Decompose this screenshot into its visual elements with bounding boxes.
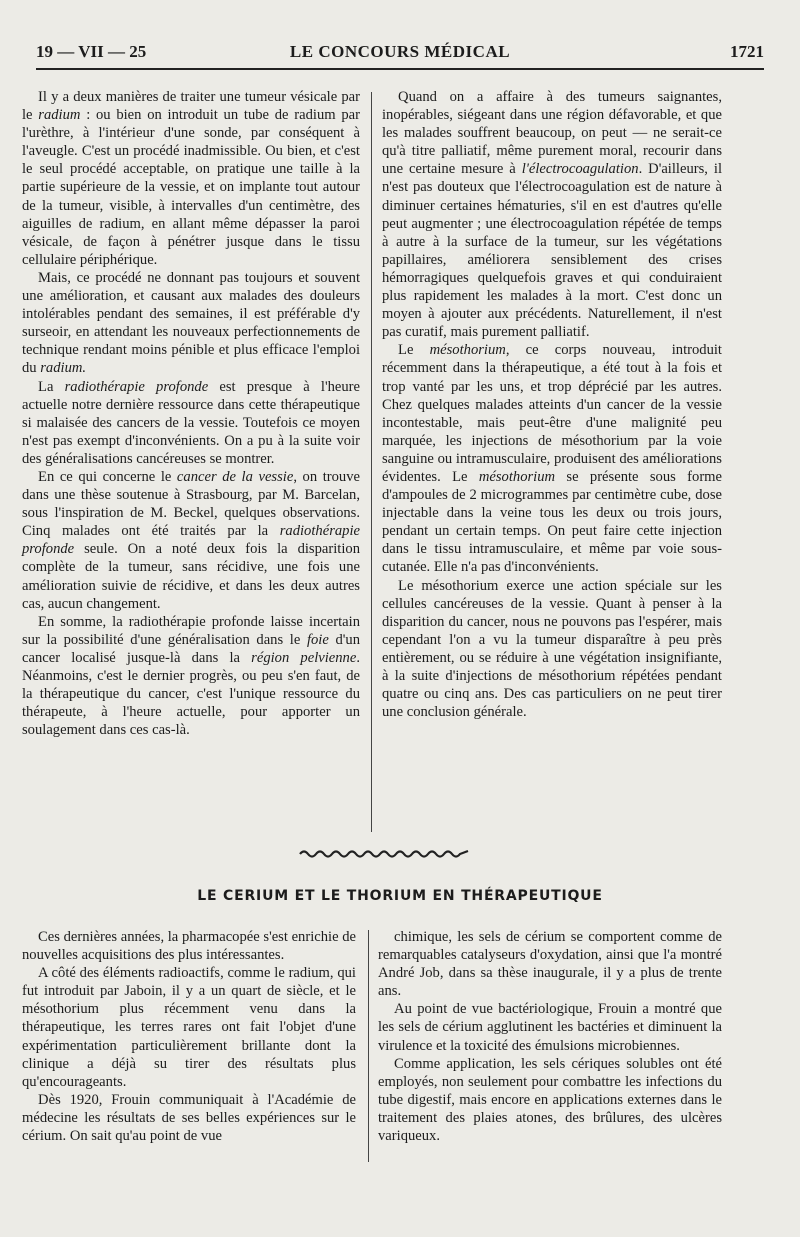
paragraph: La radiothérapie profonde est presque à l'heure actuelle notre dernière ressource dans cette thérapeutique si malaisée des cancers de la vessie. Toutefois ce moyen n'est pas exempt d'inconvénients. On a pu à la suite voir des généralisations cancéreuses se montrer. bbox=[22, 378, 360, 467]
paragraph: En somme, la radiothérapie profonde laisse incertain sur la possibilité d'une généralisation dans le foie d'un cancer localisé jusque-là dans la région pelvienne. Néanmoins, c'est le dernier progrès, ou peu s'en faut, de la thérapeutique du cancer, c'est l'unique ressource du thérapeute, à l'heure actuelle, pour apporter un soulagement dans ces cas-là. bbox=[22, 613, 360, 739]
paragraph: Il y a deux manières de traiter une tumeur vésicale par le radium : ou bien on introduit un tube de radium par l'urèthre, à l'intérieur d'une sonde, par conséquent à l'aveugle. C'est un procédé inadmissible. Ou bien, et c'est le seul procédé acceptable, on pratique une taille à la partie supérieure de la vessie, et on implante tout autour de la tumeur, visible, à intervalles d'un centimètre, des aiguilles de radium, en allant même dépasser la paroi vésicale, de façon à pénétrer jusque dans le tissu cellulaire périphérique. bbox=[22, 89, 360, 268]
paragraph: Comme application, les sels cériques solubles ont été employés, non seulement pour combattre les infections du tube digestif, mais encore en applications externes dans le traitement des plaies atones, des brûlures, des ulcères variqueux. bbox=[378, 1055, 722, 1145]
page-number: 1721 bbox=[730, 42, 764, 61]
paragraph: En ce qui concerne le cancer de la vessie, on trouve dans une thèse soutenue à Strasbourg, par M. Barcelan, sous l'inspiration de M. Beckel, quelques observations. Cinq malades ont été traités par la radiothérapie profonde seule. On a noté deux fois la disparition complète de la tumeur, sans récidive, une fois une amélioration suivie de récidive, et dans les deux autres cas, aucun changement. bbox=[22, 468, 360, 612]
issue-date: 19 — VII — 25 bbox=[36, 42, 147, 61]
ornament-divider bbox=[298, 848, 470, 858]
article-left-column bbox=[22, 88, 360, 739]
column-divider bbox=[368, 930, 369, 1162]
paragraph: Le mésothorium, ce corps nouveau, introduit récemment dans la thérapeutique, a été tout à la fois et trop vanté par les uns, et trop déprécié par les autres. Chez quelques malades atteints d'un cancer de la vessie incontestable, mais peut-être d'une malignité peu marquée, les injections de mésothorium par la voie sanguine ou intramusculaire, produisent des améliorations évidentes. Le mésothorium se présente sous forme d'ampoules de 2 microgrammes par centimètre cube, dose injectable dans la veine tous les deux ou trois jours, pendant un certain temps. On peut faire cette injection dans le tissu intramusculaire, et même par voie sous-cutanée. Elle n'a pas d'inconvénients. bbox=[382, 342, 723, 576]
article-right-column bbox=[382, 88, 722, 721]
paragraph: Ces dernières années, la pharmacopée s'est enrichie de nouvelles acquisitions des plus intéressantes. bbox=[22, 929, 356, 964]
page-header bbox=[36, 42, 764, 70]
section-title: LE CERIUM ET LE THORIUM EN THÉRAPEUTIQUE bbox=[197, 888, 603, 904]
paragraph: Mais, ce procédé ne donnant pas toujours et souvent une amélioration, et causant aux malades des douleurs intolérables pendant des semaines, il est préférable d'y surseoir, en attendant les nouveaux perfectionnements de technique rendant moins pénible et plus efficace l'emploi du radium. bbox=[22, 269, 360, 377]
journal-title: LE CONCOURS MÉDICAL bbox=[289, 42, 511, 61]
paragraph: Au point de vue bactériologique, Frouin a montré que les sels de cérium agglutinent les bactéries et diminuent la virulence et la toxicité des émulsions microbiennes. bbox=[378, 1001, 722, 1054]
section2-right-column bbox=[378, 928, 722, 1145]
paragraph: Dès 1920, Frouin communiquait à l'Académie de médecine les résultats de ses belles expériences sur le cérium. On sait qu'au point de vue bbox=[22, 1091, 356, 1145]
paragraph: A côté des éléments radioactifs, comme le radium, qui fut introduit par Jaboin, il y a un quart de siècle, et le mésothorium plus récemment venu dans la thérapeutique, les terres rares ont fait l'objet d'une expérimentation particulièrement brillante dont la clinique a déjà su tirer des résultats plus qu'encourageants. bbox=[22, 965, 356, 1090]
section2-left-column bbox=[22, 928, 356, 1145]
paragraph: Le mésothorium exerce une action spéciale sur les cellules cancéreuses de la vessie. Quant à penser à la disparition du cancer, nous ne pouvons pas l'espérer, mais cependant l'on a vu la tumeur disparaître à peu près entièrement, ou se réduire à une végétation insignifiante, à la suite d'injections de mésothorium répétées pendant quatre ou cinq ans. Des cas particuliers on ne peut tirer une conclusion générale. bbox=[382, 577, 722, 721]
paragraph: Quand on a affaire à des tumeurs saignantes, inopérables, siégeant dans une région défavorable, et que les malades souffrent beaucoup, on peut — ne serait-ce qu'à titre palliatif, même purement moral, recourir dans une certaine mesure à l'électrocoagulation. D'ailleurs, il n'est pas douteux que l'électrocoagulation est de nature à diminuer certaines hématuries, s'il en est d'autres qu'elle peut augmenter ; une électrocoagulation répétée de temps à autre à la surface de la tumeur, sur les végétations papillaires, améliorera sensiblement des crises hémorragiques quelquefois graves et qui conduiraient plus rapidement les malades à la mort. C'est donc un moyen à ajouter aux précédents. Naturellement, il n'est pas curatif, mais purement palliatif. bbox=[382, 89, 722, 341]
column-divider bbox=[371, 92, 372, 832]
paragraph: chimique, les sels de cérium se comportent comme de remarquables catalyseurs d'oxydation, ainsi que l'a montré André Job, dans sa thèse inaugurale, il y a plus de trente ans. bbox=[378, 929, 722, 1000]
